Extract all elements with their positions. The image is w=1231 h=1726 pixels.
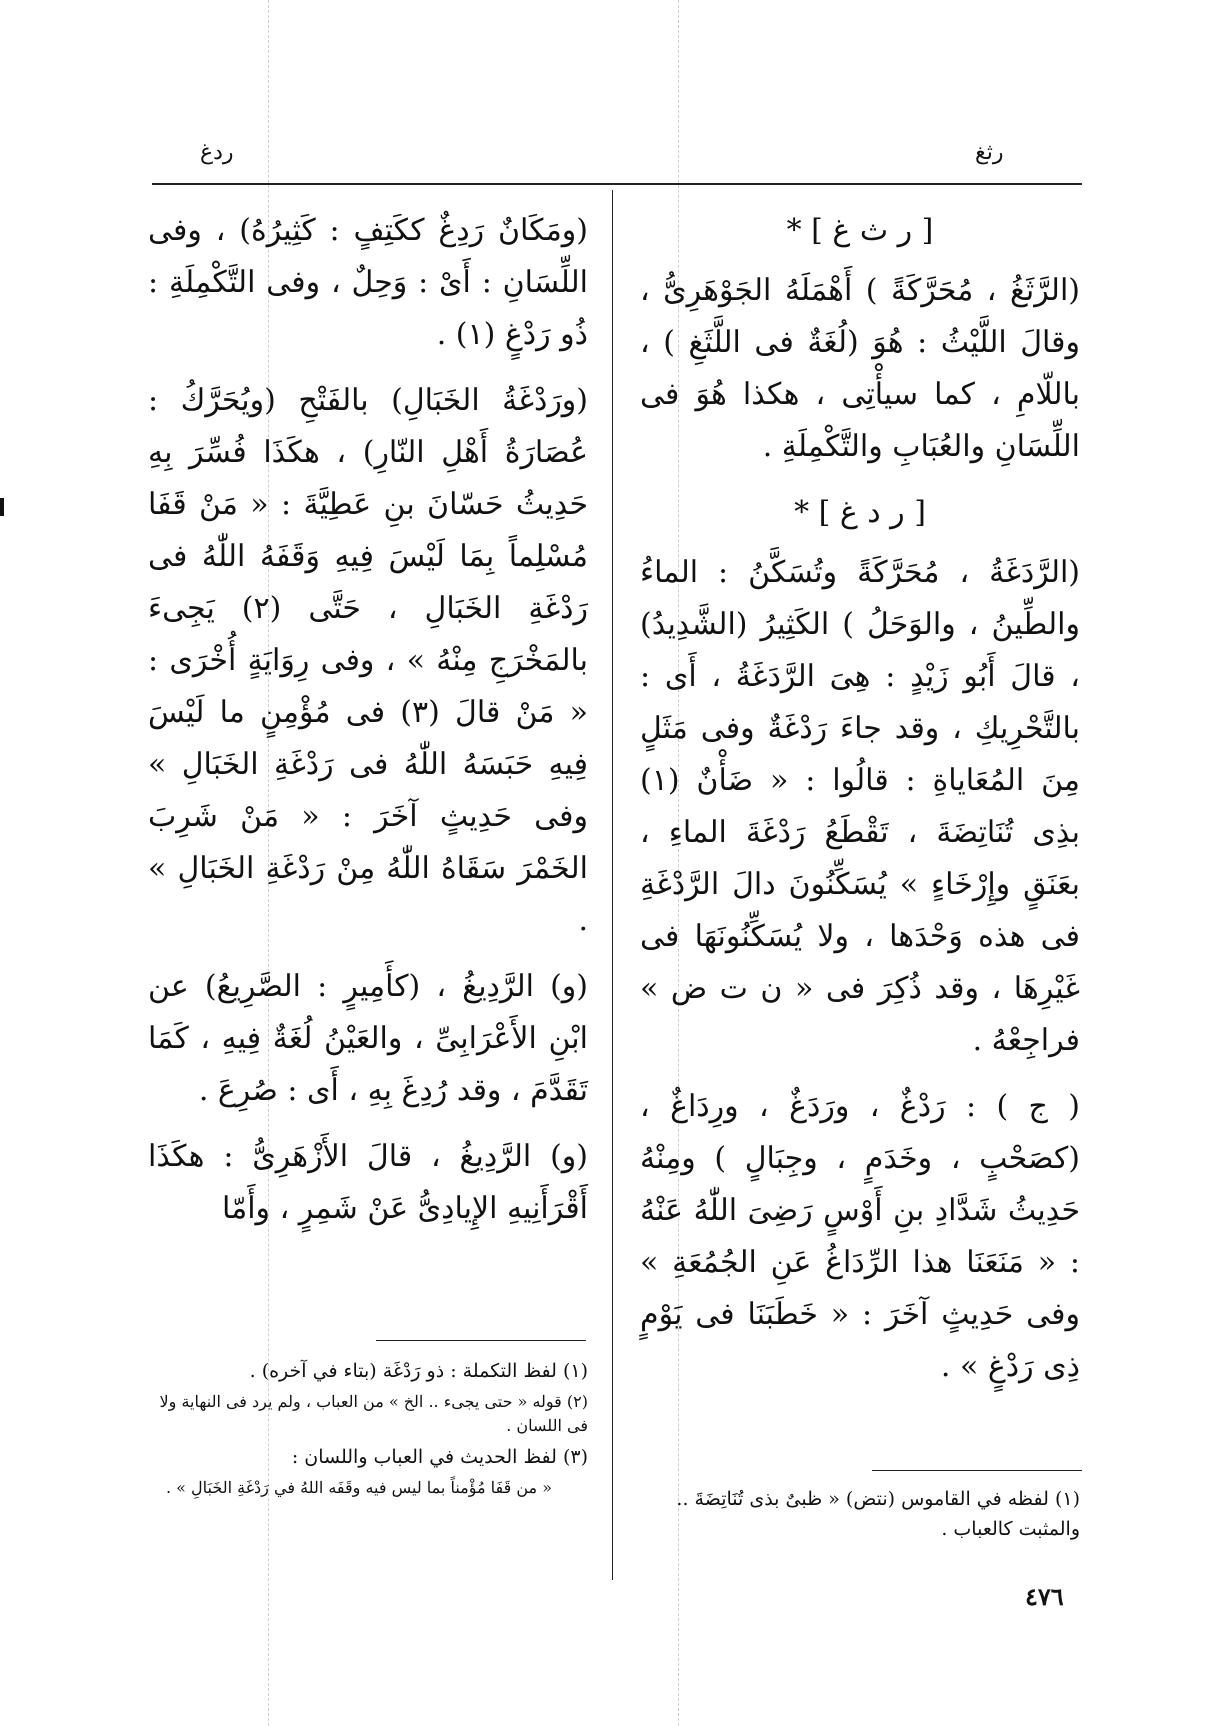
footnote-quote: « من قَفَا مُؤْمناً بما ليس فيه وقَفَه اللهُ في رَدْغَةِ الخَبَالِ » . xyxy=(166,1478,552,1497)
footnote-rule-right xyxy=(872,1470,1082,1471)
running-header-left: ردغ xyxy=(200,140,234,165)
page-number: ٤٧٦ xyxy=(1025,1582,1064,1611)
entry-heading-rthgh: [ ر ث غ ] * xyxy=(786,213,934,248)
right-column xyxy=(640,205,1080,1407)
footnote: (١) لفظه في القاموس (نتض) « ظبىٌ بذى تُنَاتِضَةَ .. والمثبت كالعباب . xyxy=(676,1488,1080,1540)
footnote-rule-left xyxy=(376,1340,586,1341)
paragraph: (ومَكَانٌ رَدِغٌ ككَتِفٍ : كَثِيرُهُ) ، وفى اللِّسَانِ : أَىْ : وَحِلٌ ، وفى التَّكْمِلَةِ : ذُو رَدْغٍ (١) . xyxy=(148,213,588,352)
footnotes-left xyxy=(148,1356,588,1504)
column-divider xyxy=(612,190,613,1580)
entry-text-rthgh: (الرَّثَغُ ، مُحَرَّكَةً ) أَهْمَلَهُ الجَوْهَرِىُّ ، وقالَ اللَّيْثُ : هُوَ (لُغَةٌ فى اللَّثَغِ ) ، باللّامِ ، كما سيأْتِى ، هكذا هُوَ فى اللِّسَانِ والعُبَابِ والتَّكْمِلَةِ . xyxy=(640,273,1080,464)
paragraph: (و) الرَّدِيغُ ، قالَ الأَزْهَرِىُّ : هكَذَا أَقْرَأَنِيهِ الإِيادِىُّ عَنْ شَمِرٍ ، وأَمّا xyxy=(148,1139,588,1226)
paragraph: (و) الرَّدِيغُ ، (كأَمِيرٍ : الصَّرِيعُ) عن ابْنِ الأَعْرَابِىِّ ، والعَيْنُ لُغَةٌ فِيهِ ، كَمَا تَقَدَّمَ ، وقد رُدِغَ بِهِ ، أَى : صُرِعَ . xyxy=(148,969,588,1108)
left-column xyxy=(148,205,588,1249)
paragraph: (ورَدْغَةُ الخَبَالِ) بالفَتْحِ (ويُحَرَّكُ : عُصَارَةُ أَهْلِ النّارِ) ، هكَذَا فُسِّرَ بِهِ حَدِيثُ حَسّانَ بنِ عَطِيَّةَ : « مَنْ قَفَا مُسْلِماً بِمَا لَيْسَ فِيهِ وَقَفَهُ اللّٰهُ فى رَدْغَةِ الخَبَالِ ، حَتَّى (٢) يَجِىءَ بالمَخْرَجِ مِنْهُ » ، وفى رِوَايَةٍ أُخْرَى : « مَنْ قالَ (٣) فى مُؤْمِنٍ ما لَيْسَ فِيهِ حَبَسَهُ اللّٰهُ فى رَدْغَةِ الخَبَالِ » وفى حَدِيثٍ آخَرَ : « مَنْ شَرِبَ الخَمْرَ سَقَاهُ اللّٰهُ مِنْ رَدْغَةِ الخَبَالِ » . xyxy=(148,383,588,938)
footnote: (١) لفظ التكملة : ذو رَدْغَة (بتاء في آخره) . xyxy=(249,1360,588,1382)
scan-edge-mark xyxy=(0,498,4,516)
footnotes-right xyxy=(640,1484,1080,1548)
footnote: (٢) قوله « حتى يجىء .. الخ » من العباب ، ولم يرد فى النهاية ولا فى اللسان . xyxy=(159,1392,588,1435)
entry-text-rdgh: (الرَّدَغَةُ ، مُحَرَّكَةً وتُسَكَّنُ : الماءُ والطِّينُ ، والوَحَلُ ) الكَثِيرُ (الشَّدِيدُ) ، قالَ أَبُو زَيْدٍ : هِىَ الرَّدَغَةُ ، أَى : بالتَّحْرِيكِ ، وقد جاءَ رَدْغَةٌ وفى مَثَلٍ مِنَ المُعَاياةِ : قالُوا : « ضَأْنٌ (١) بذِى تُنَاتِضَةَ ، تَقْطَعُ رَدْغَةَ الماءِ ، بعَنَقٍ وإِرْخَاءٍ » يُسَكِّنُونَ دالَ الرَّدْغَةِ فى هذه وَحْدَها ، ولا يُسَكِّنُونَهَا فى غَيْرِهَا ، وقد ذُكِرَ فى « ن ت ض » فراجِعْهُ . xyxy=(640,555,1080,1058)
running-header-right: رثغ xyxy=(975,140,1004,165)
entry-heading-rdgh: [ ر د غ ] * xyxy=(794,495,926,530)
entry-text-rdgh-plural: ( ج ) : رَدْغٌ ، ورَدَغٌ ، ورِدَاغٌ ، (كصَحْبٍ ، وخَدَمٍ ، وجِبَالٍ ) ومِنْهُ حَدِيثُ شَدَّادِ بنِ أَوْسٍ رَضِىَ اللّٰهُ عَنْهُ : « مَنَعَنَا هذا الرِّدَاغُ عَنِ الجُمُعَةِ » وفى حَدِيثٍ آخَرَ : « خَطَبَنَا فى يَوْمٍ ذِى رَدْغٍ » . xyxy=(640,1089,1080,1384)
footnote: (٣) لفظ الحديث في العباب واللسان : xyxy=(291,1446,588,1468)
header-rule xyxy=(152,183,1082,185)
